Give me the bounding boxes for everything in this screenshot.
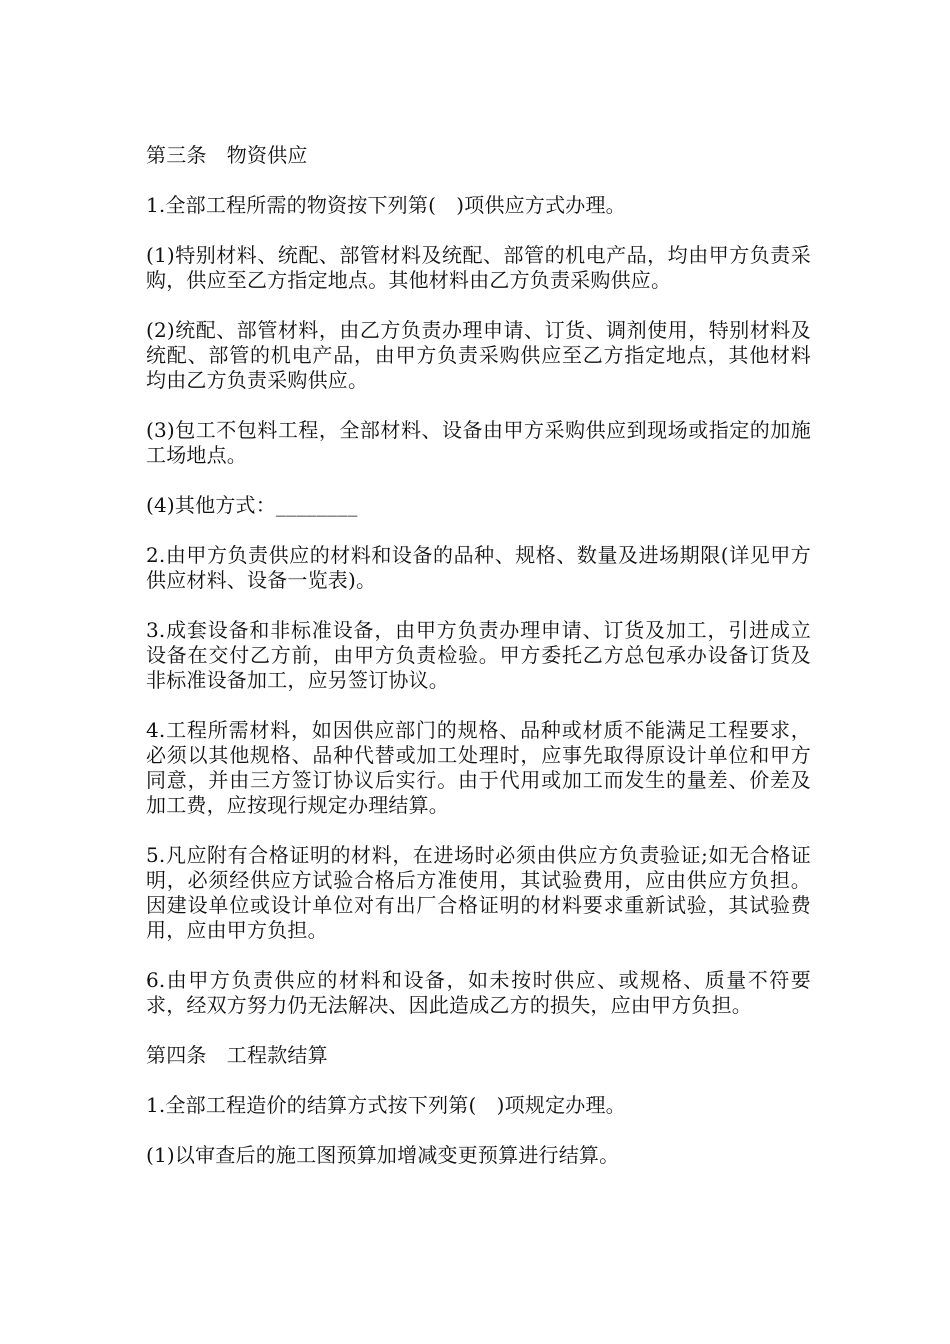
paragraph-option-3: (3)包工不包料工程，全部材料、设备由甲方采购供应到现场或指定的加施工场地点。: [146, 418, 811, 467]
document-page: [146, 143, 811, 1168]
paragraph-option-4: (4)其他方式：________: [146, 493, 358, 517]
paragraph-item-5: 5.凡应附有合格证明的材料，在进场时必须由供应方负责验证;如无合格证明，必须经供应方试验合格后方准使用，其试验费用，应由供应方负担。因建设单位或设计单位对有出厂合格证明的材料要求重新试验，其试验费用，应由甲方负担。: [146, 843, 811, 942]
paragraph-item-4: 4.工程所需材料，如因供应部门的规格、品种或材质不能满足工程要求，必须以其他规格、品种代替或加工处理时，应事先取得原设计单位和甲方同意，并由三方签订协议后实行。由于代用或加工而发生的量差、价差及加工费，应按现行规定办理结算。: [146, 718, 811, 817]
paragraph-item-2: 2.由甲方负责供应的材料和设备的品种、规格、数量及进场期限(详见甲方供应材料、设备一览表)。: [146, 543, 811, 592]
paragraph-item-6: 6.由甲方负责供应的材料和设备，如未按时供应、或规格、质量不符要求，经双方努力仍无法解决、因此造成乙方的损失，应由甲方负担。: [146, 968, 811, 1017]
section-heading-article-3: 第三条 物资供应: [146, 143, 308, 167]
paragraph-option-2: (2)统配、部管材料，由乙方负责办理申请、订货、调剂使用，特别材料及统配、部管的机电产品，由甲方负责采购供应至乙方指定地点，其他材料均由乙方负责采购供应。: [146, 318, 811, 392]
section-heading-article-4: 第四条 工程款结算: [146, 1043, 328, 1067]
paragraph-settlement-option-1: (1)以审查后的施工图预算加增减变更预算进行结算。: [146, 1143, 620, 1167]
paragraph-settlement-method: 1.全部工程造价的结算方式按下列第( )项规定办理。: [146, 1093, 626, 1117]
paragraph-option-1: (1)特别材料、统配、部管材料及统配、部管的机电产品，均由甲方负责采购，供应至乙方指定地点。其他材料由乙方负责采购供应。: [146, 243, 811, 292]
paragraph-item-3: 3.成套设备和非标准设备，由甲方负责办理申请、订货及加工，引进成立设备在交付乙方前，由甲方负责检验。甲方委托乙方总包承办设备订货及非标准设备加工，应另签订协议。: [146, 618, 811, 692]
paragraph-supply-method: 1.全部工程所需的物资按下列第( )项供应方式办理。: [146, 193, 626, 217]
